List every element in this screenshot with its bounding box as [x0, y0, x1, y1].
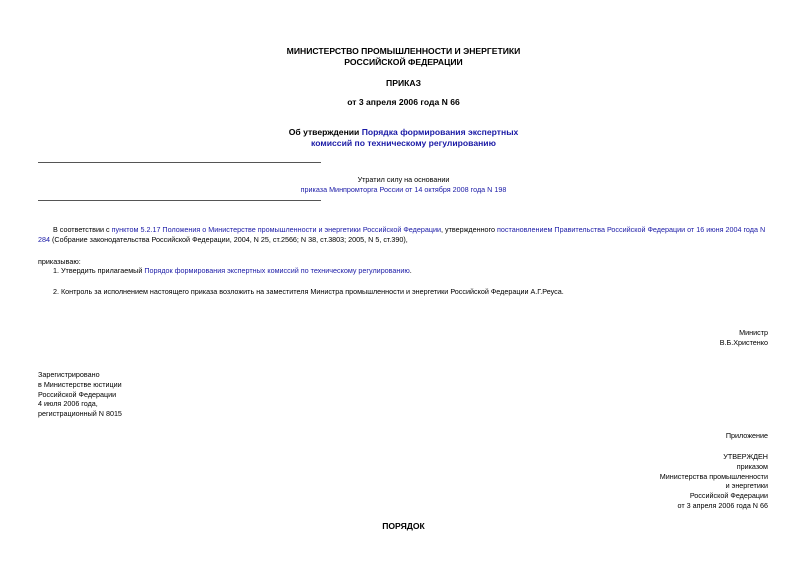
registration-line-4: 4 июля 2006 года,	[38, 399, 98, 408]
registration-line-1: Зарегистрировано	[38, 370, 100, 379]
procedure-title: ПОРЯДОК	[382, 521, 425, 531]
registration-line-5: регистрационный N 8015	[38, 409, 122, 418]
registration-line-2: в Министерстве юстиции	[38, 380, 122, 389]
approved-label: УТВЕРЖДЕН	[723, 452, 768, 461]
government-decree-link-number[interactable]: 284	[38, 235, 50, 244]
approved-line-2: Министерства промышленности	[659, 472, 768, 481]
document-subject	[0, 127, 807, 138]
subject-link-part2[interactable]: комиссий по техническому регулированию	[311, 138, 496, 148]
signatory-name: В.Б.Христенко	[719, 338, 768, 347]
approved-line-1: приказом	[736, 462, 768, 471]
preamble-paragraph-cont	[38, 235, 770, 245]
order-item-2: 2. Контроль за исполнением настоящего приказа возложить на заместителя Министра промышленности и энергетики Российской Федерации А.Г.Реуса.	[53, 287, 564, 296]
preamble-text-2: , утвержденного	[440, 225, 497, 234]
order-item-1-text: 1. Утвердить прилагаемый	[53, 266, 145, 275]
ministry-name-line2: РОССИЙСКОЙ ФЕДЕРАЦИИ	[344, 57, 463, 67]
divider-bottom	[38, 200, 321, 201]
approved-line-5: от 3 апреля 2006 года N 66	[677, 501, 768, 510]
regulation-link[interactable]: пунктом 5.2.17 Положения о Министерстве промышленности и энергетики Российской Федерации	[111, 225, 441, 234]
subject-prefix: Об утверждении	[288, 127, 362, 137]
approved-line-3: и энергетики	[725, 481, 768, 490]
order-item-1-end: .	[409, 266, 412, 275]
preamble-text-1: В соответствии с	[53, 225, 112, 234]
basis-order-link[interactable]: приказа Минпромторга России от 14 октября 2008 года N 198	[300, 185, 507, 194]
signatory-position: Министр	[739, 328, 768, 337]
appendix-label: Приложение	[725, 431, 768, 440]
government-decree-link[interactable]: постановлением Правительства Российской Федерации от 16 июня 2004 года N	[497, 225, 766, 234]
subject-link-part1[interactable]: Порядка формирования экспертных	[361, 127, 519, 137]
document-date-number: от 3 апреля 2006 года N 66	[347, 97, 460, 107]
procedure-link[interactable]: Порядок формирования экспертных комиссий по техническому регулированию	[144, 266, 410, 275]
document-type: ПРИКАЗ	[386, 78, 421, 88]
order-item-1	[53, 266, 785, 276]
preamble-paragraph	[38, 225, 770, 235]
divider-top	[38, 162, 321, 163]
lost-force-note: Утратил силу на основании	[357, 175, 450, 184]
approved-line-4: Российской Федерации	[689, 491, 768, 500]
registration-line-3: Российской Федерации	[38, 390, 117, 399]
ministry-name-line1: МИНИСТЕРСТВО ПРОМЫШЛЕННОСТИ И ЭНЕРГЕТИКИ	[286, 46, 521, 56]
preamble-text-3: (Собрание законодательства Российской Федерации, 2004, N 25, ст.2566; N 38, ст.3803; 2005, N 5, ст.390),	[50, 235, 408, 244]
orders-word: приказываю:	[38, 257, 81, 266]
